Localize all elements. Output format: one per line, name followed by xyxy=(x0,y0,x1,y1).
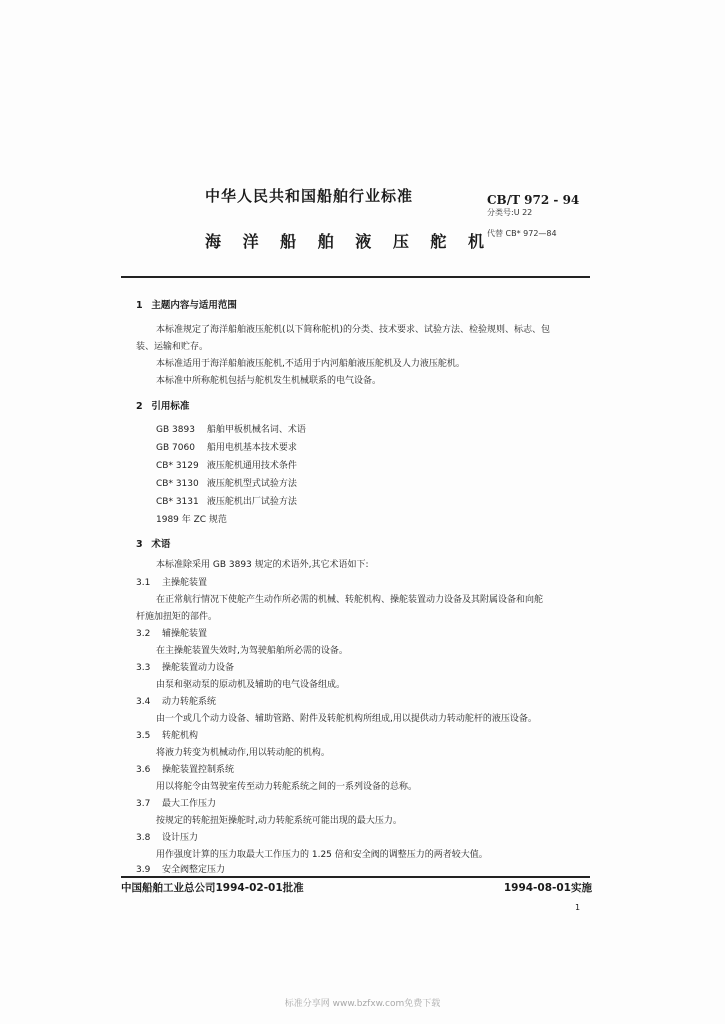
page-number: 1 xyxy=(575,903,581,912)
reference-title: 船用电机基本技术要求 xyxy=(206,443,297,453)
approval-issuer: 中国船舶工业总公司1994-02-01批准 xyxy=(121,882,304,894)
term-heading xyxy=(136,762,234,775)
term-title: 主操舵装置 xyxy=(162,578,208,588)
term-heading xyxy=(136,660,234,673)
reference-code: CB* 3130 xyxy=(156,479,199,489)
section-3-intro: 本标准除采用 GB 3893 规定的术语外,其它术语如下: xyxy=(156,560,369,570)
footer-divider xyxy=(121,876,590,878)
section-1-title: 主题内容与适用范围 xyxy=(151,300,237,311)
document-title: 海 洋 船 舶 液 压 舵 机 xyxy=(205,232,492,251)
term-title: 辅操舵装置 xyxy=(162,629,208,639)
reference-title: 液压舵机出厂试验方法 xyxy=(206,497,297,507)
term-number: 3.2 xyxy=(136,629,151,639)
reference-code: GB 3893 xyxy=(156,425,195,435)
reference-item xyxy=(156,440,297,453)
term-heading xyxy=(136,796,216,809)
term-definition: 将液力转变为机械动作,用以转动舵的机构。 xyxy=(156,748,330,758)
term-definition: 用作强度计算的压力取最大工作压力的 1.25 倍和安全阀的调整压力的两者较大值。 xyxy=(156,850,488,860)
term-number: 3.7 xyxy=(136,799,151,809)
section-2-title: 引用标准 xyxy=(151,401,190,412)
reference-zc-rules: 1989 年 ZC 规范 xyxy=(156,515,227,525)
standard-number: CB/T 972 - 94 xyxy=(487,193,580,207)
section-2-number: 2 xyxy=(136,401,143,412)
section-1-paragraph-1: 本标准规定了海洋船舶液压舵机(以下简称舵机)的分类、技术要求、试验方法、检验规则、标志、包 xyxy=(156,325,551,335)
reference-title: 液压舵机型式试验方法 xyxy=(206,479,297,489)
section-1-paragraph-2: 本标准适用于海洋船舶液压舵机,不适用于内河船舶液压舵机及人力液压舵机。 xyxy=(156,359,465,369)
standard-org-title: 中华人民共和国船舶行业标准 xyxy=(205,187,414,205)
reference-code: CB* 3129 xyxy=(156,461,199,471)
section-1-paragraph-1-cont: 装、运输和贮存。 xyxy=(136,342,209,352)
term-heading xyxy=(136,626,207,639)
section-2-heading xyxy=(136,398,189,412)
term-heading xyxy=(136,728,198,741)
reference-item xyxy=(156,476,297,489)
section-3-number: 3 xyxy=(136,539,143,550)
section-1-paragraph-3: 本标准中所称舵机包括与舵机发生机械联系的电气设备。 xyxy=(156,376,382,386)
reference-item xyxy=(156,458,297,471)
term-title: 动力转舵系统 xyxy=(162,697,217,707)
term-number: 3.5 xyxy=(136,731,151,741)
term-definition: 按规定的转舵扭矩操舵时,动力转舵系统可能出现的最大压力。 xyxy=(156,816,402,826)
reference-item xyxy=(156,422,306,435)
term-title: 最大工作压力 xyxy=(162,799,217,809)
reference-code: CB* 3131 xyxy=(156,497,199,507)
term-definition: 在主操舵装置失效时,为驾驶船舶所必需的设备。 xyxy=(156,646,348,656)
term-title: 操舵装置控制系统 xyxy=(162,765,235,775)
term-definition-cont: 杆施加扭矩的部件。 xyxy=(136,612,218,622)
classification-number: 分类号:U 22 xyxy=(487,208,533,217)
term-title: 安全阀整定压力 xyxy=(162,865,226,875)
term-number: 3.9 xyxy=(136,865,151,875)
reference-item xyxy=(156,494,297,507)
section-3-title: 术语 xyxy=(151,539,171,550)
term-title: 设计压力 xyxy=(162,833,199,843)
watermark-text: 标准分享网 www.bzfxw.com免费下载 xyxy=(284,999,441,1009)
term-definition: 由一个或几个动力设备、辅助管路、附件及转舵机构所组成,用以提供动力转动舵杆的液压设备。 xyxy=(156,714,537,724)
reference-code: GB 7060 xyxy=(156,443,195,453)
term-heading xyxy=(136,575,207,588)
section-3-heading xyxy=(136,536,170,550)
term-number: 3.4 xyxy=(136,697,151,707)
term-definition: 由泵和驱动泵的原动机及辅助的电气设备组成。 xyxy=(156,680,346,690)
term-heading xyxy=(136,830,198,843)
term-number: 3.3 xyxy=(136,663,151,673)
term-heading xyxy=(136,862,225,875)
reference-title: 船舶甲板机械名词、术语 xyxy=(206,425,306,435)
term-title: 操舵装置动力设备 xyxy=(162,663,235,673)
section-1-number: 1 xyxy=(136,300,143,311)
term-definition: 在正常航行情况下使舵产生动作所必需的机械、转舵机构、操舵装置动力设备及其附属设备和向舵 xyxy=(156,595,544,605)
term-number: 3.1 xyxy=(136,578,151,588)
reference-title: 液压舵机通用技术条件 xyxy=(206,461,297,471)
implementation-date: 1994-08-01实施 xyxy=(503,882,592,894)
section-1-heading xyxy=(136,297,237,311)
replaces-standard: 代替 CB* 972—84 xyxy=(487,229,557,238)
term-definition: 用以将舵令由驾驶室传至动力转舵系统之间的一系列设备的总称。 xyxy=(156,782,418,792)
term-heading xyxy=(136,694,216,707)
term-number: 3.8 xyxy=(136,833,151,843)
term-title: 转舵机构 xyxy=(162,731,199,741)
header-divider xyxy=(121,276,590,278)
term-number: 3.6 xyxy=(136,765,151,775)
